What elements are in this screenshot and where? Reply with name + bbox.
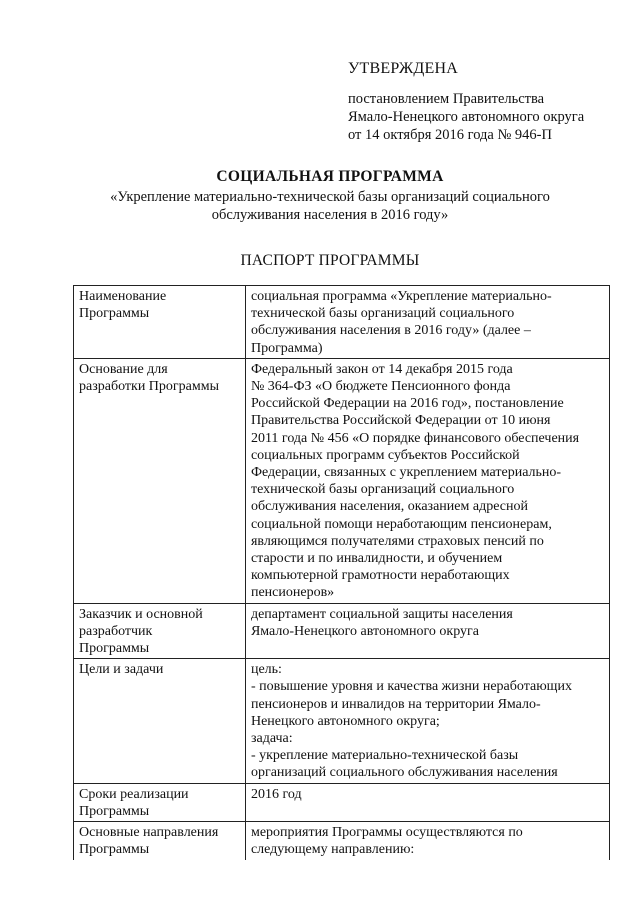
- row-label-line: Сроки реализации: [79, 786, 189, 802]
- row-value-line: пенсионеров и инвалидов на территории Ямало-: [250, 696, 541, 712]
- row-label-cell: [74, 822, 246, 860]
- program-title-block: [60, 168, 600, 224]
- row-label-line: Программы: [79, 842, 150, 858]
- row-value-line: обслуживания населения, оказанием адресной: [250, 499, 528, 515]
- table-row: [74, 659, 610, 783]
- row-value-cell: [245, 659, 609, 783]
- approval-block: [348, 60, 618, 144]
- row-value-line: Федеральный закон от 14 декабря 2015 года: [250, 361, 513, 377]
- row-value-line: пенсионеров»: [250, 585, 335, 601]
- table-row: [74, 603, 610, 659]
- row-label-line: разработки Программы: [79, 379, 219, 395]
- row-value-line: Правительства Российской Федерации от 10 июня: [250, 413, 551, 429]
- program-subtitle-line: обслуживания населения в 2016 году»: [211, 207, 449, 223]
- row-label-line: Основные направления: [79, 825, 219, 841]
- row-value-line: технической базы организаций социального: [250, 482, 515, 498]
- row-value-line: департамент социальной защиты населения: [250, 606, 513, 622]
- row-label-line: разработчик: [79, 623, 153, 639]
- row-value-line: 2011 года № 456 «О порядке финансового обеспечения: [250, 430, 580, 446]
- row-value-line: Ненецкого автономного округа;: [250, 713, 440, 729]
- row-value-line: - укрепление материально-технической базы: [250, 748, 519, 764]
- row-value-cell: [245, 783, 609, 821]
- row-value-line: технической базы организаций социального: [250, 306, 515, 322]
- row-value-line: мероприятия Программы осуществляются по: [250, 825, 523, 841]
- row-label-line: Заказчик и основной: [79, 606, 203, 622]
- row-label-cell: [74, 783, 246, 821]
- row-label-cell: [74, 358, 246, 603]
- row-value-line: Федерации, связанных с укреплением материально-: [250, 465, 562, 481]
- row-label-line: Основание для: [79, 361, 168, 377]
- row-value-line: обслуживания населения в 2016 году» (далее –: [250, 323, 531, 339]
- program-title: СОЦИАЛЬНАЯ ПРОГРАММА: [216, 168, 444, 185]
- row-value-line: 2016 год: [250, 786, 302, 802]
- approval-line: постановлением Правительства: [348, 91, 545, 107]
- table-row: [74, 358, 610, 603]
- passport-table: [73, 285, 610, 860]
- approval-stamp: УТВЕРЖДЕНА: [348, 60, 459, 77]
- row-value-line: социальной помощи неработающим пенсионерам,: [250, 516, 552, 532]
- table-row: [74, 822, 610, 860]
- table-row: [74, 286, 610, 359]
- row-value-cell: [245, 822, 609, 860]
- row-label-line: Наименование: [79, 289, 167, 304]
- row-label-cell: [74, 286, 246, 359]
- approval-line: от 14 октября 2016 года № 946-П: [348, 127, 552, 143]
- row-label-line: Программы: [79, 306, 150, 322]
- row-label-line: Программы: [79, 803, 150, 819]
- row-value-line: старости и по инвалидности, и обучением: [250, 551, 503, 567]
- table-row: [74, 783, 610, 821]
- row-value-line: № 364-ФЗ «О бюджете Пенсионного фонда: [250, 379, 511, 395]
- row-value-line: задача:: [250, 731, 293, 747]
- row-value-cell: [245, 603, 609, 659]
- row-value-line: Программа): [250, 340, 323, 356]
- row-label-cell: [74, 659, 246, 783]
- row-label-line: Цели и задачи: [79, 662, 164, 678]
- row-value-line: являющимся получателями страховых пенсий по: [250, 533, 544, 549]
- row-value-line: - повышение уровня и качества жизни неработающих: [250, 679, 572, 695]
- row-value-line: социальных программ субъектов Российской: [250, 447, 520, 463]
- approval-line: Ямало-Ненецкого автономного округа: [348, 109, 585, 125]
- row-value-cell: [245, 358, 609, 603]
- row-label-cell: [74, 603, 246, 659]
- row-value-line: следующему направлению:: [250, 842, 415, 858]
- row-value-line: Ямало-Ненецкого автономного округа: [250, 623, 479, 639]
- row-value-line: социальная программа «Укрепление материально-: [250, 289, 552, 304]
- program-subtitle-line: «Укрепление материально-технической базы организаций социального: [110, 189, 550, 205]
- passport-title: ПАСПОРТ ПРОГРАММЫ: [240, 252, 420, 269]
- row-value-line: компьютерной грамотности неработающих: [250, 568, 510, 584]
- row-value-line: цель:: [250, 662, 282, 678]
- row-value-line: Российской Федерации на 2016 год», постановление: [250, 396, 564, 412]
- row-value-line: организаций социального обслуживания населения: [250, 765, 558, 781]
- row-label-line: Программы: [79, 641, 150, 657]
- row-value-cell: [245, 286, 609, 359]
